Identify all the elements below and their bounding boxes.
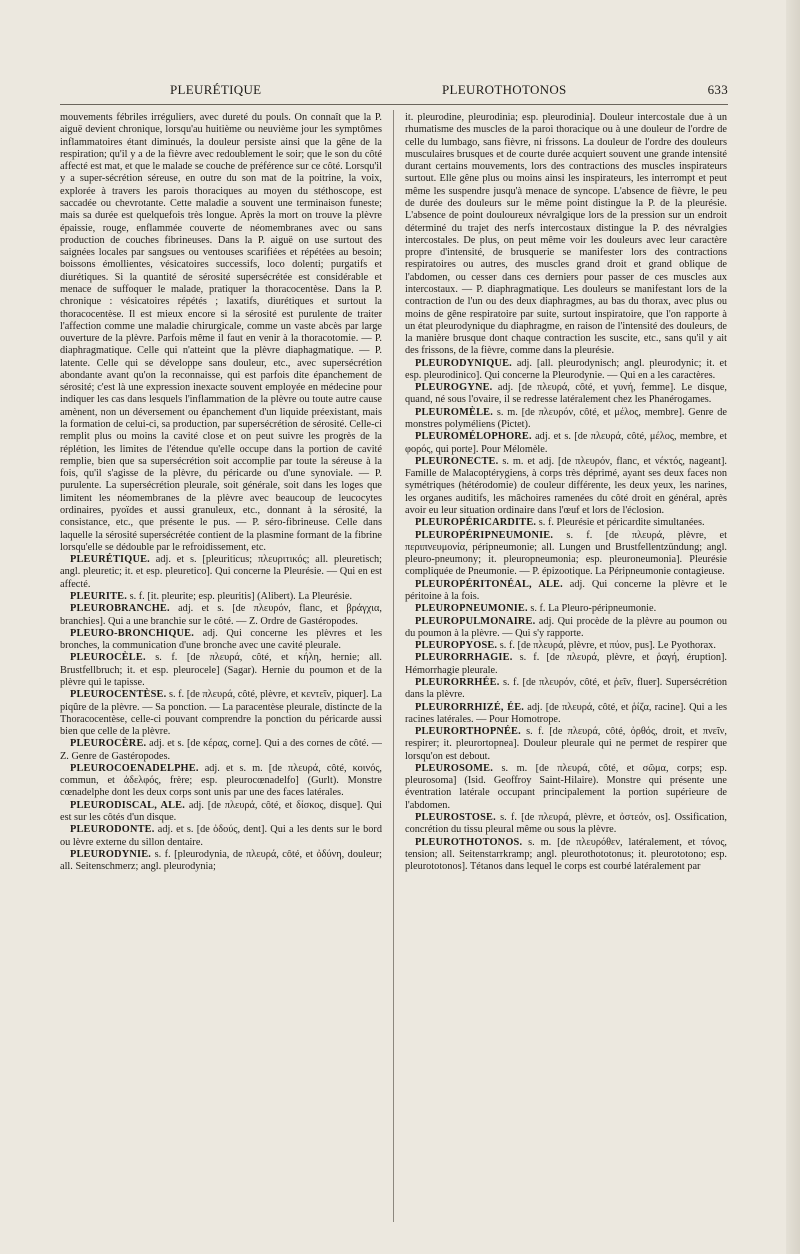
entry-text: adj. et s. [de κέρας, corne]. Qui a des cornes de côté. — Z. Genre de Gastéropodes. (60, 738, 382, 762)
entry-headword: PLEUROSTOSE. (415, 812, 496, 824)
entry-text: adj. et s. [de πλευρόν, flanc, et βράγχια, branchies]. Qui a une branchie sur le côté. — Z. Ordre de Gastéropodes. (60, 603, 382, 627)
entry-text: mouvements fébriles irréguliers, avec dureté du pouls. On connaît que la P. aiguë devient chronique, lorsqu'au huitième ou neuvième jour les symptômes inflammatoires étant diminués, la douleur persiste ainsi que la gêne de la respiration; qu'il y a de la fièvre avec redoublement le soir; que le son du côté affecté est mat, et que le malade se couche de préférence sur ce côté. Lorsqu'il y a super-sécrétion séreuse, en outre du son mat de la poitrine, la voix, explorée à travers les parois thoraciques au moyen du stéthoscope, est saccadée ou chevrotante. Cette maladie a souvent une terminaison funeste; mais sa durée est quelquefois très longue. Après la mort on trouve la plèvre épaissie, rouge, enflammée couverte de néomembranes avec ou sans production de couches fibrineuses. Dans la P. aiguë on use surtout des saignées locales par sangsues ou ventouses scarifiées et répétées au besoin; boissons émollientes, vésicatoires successifs, loco dolenti; purgatifs et diurétiques. Si la quantité de sérosité supersécrétée est considérable et menace de suffoquer le malade, pratiquer la thoracocentèse. Dans la P. chronique : vésicatoires répétés ; laxatifs, diurétiques et surtout la thoracocentèse. Il est mieux encore si la sérosité est purulente de traiter l'affection comme une maladie chirurgicale, comme un vaste abcès par large ouverture de la plèvre. Parfois même il faut en venir à la thoracotomie. — P. diaphragmatique. Celle qui n'atteint que la plèvre diaphagmatique. — P. latente. Celle qui se développe sans douleur, etc., avec supersécrétion abondante avant qu'on la reconnaisse, qui est parfois dite épanchement de sérosité; c'est là une expression inexacte souvent employée en médecine pour indiquer les cas dans lesquels l'inflammation de la plèvre ou toute autre cause amènent, non un déversement ou épanchement d'un liquide préexistant, mais la formation de celui-ci, sa production, par supersécrétion de sérosité. Celle-ci remplit plus ou moins la cavité close et on peut suivre les progrès de la réplétion, les limites de l'étendue qu'elle occupe dans la portion de cavité remplie, bien que sa supersécrétion soit accomplie par toute la séreuse à la fois, qu'il s'agisse de la plèvre, du péricarde ou d'une synoviale. — P. purulente. La supersécrétion pleurale, soit générale, soit dans les loges que limitent les néomembranes de la plèvre avec beaucoup de leucocytes ordinaires, pyoïdes et aussi granuleux, etc., donnant à la sérosité, la consistance, etc., que présente le pus. — P. séro-fibrineuse. Celle dans laquelle la sérosité supersécrétée contient de la plasmine formant de la fibrine lorsqu'elle se dédouble par le refroidissement, etc. (60, 112, 382, 553)
entry-text: s. f. [de πλευρά, plèvre, et περιπνευμονία, péripneumonie; all. Lungen und Brustfellentzündung; angl. pleuro-pneumony; it. pleuropneumonia; esp. pleuroneumonia]. Pleurésie compliquée de Pneumonie. — P. épizootique. La Péripneumonie contagieuse. (405, 529, 727, 578)
entry-headword: PLEUROCÈLE. (70, 652, 146, 664)
dictionary-entry (405, 456, 727, 517)
entry-text: adj. et s. m. [de πλευρά, côté, κοινός, commun, et ἀδελφός, frère; esp. pleurocœnadelfo] (Gurlt). Monstre cœnadelphe dont les deux corps sont unis par une des faces latérales. (60, 762, 382, 799)
entry-text: s. m. [de πλευρόθεν, latéralement, et τόνος, tension; all. Seitenstarrkramp; angl. pleurothototonus; it. pleurototono; esp. pleurototonos]. Tétanos dans lequel le corps est courbé latéralement par (405, 836, 727, 873)
column-divider (393, 110, 394, 1222)
dictionary-entry (405, 517, 727, 529)
entry-headword: PLEURODISCAL, ALE. (70, 799, 185, 811)
entry-headword: PLEUROCENTÈSE. (70, 689, 167, 701)
entry-headword: PLEUROTHOTONOS. (415, 836, 523, 848)
dictionary-entry (60, 824, 382, 849)
entry-text: adj. et s. [de ὀδούς, dent]. Qui a les dents sur le bord ou lèvre externe du sillon dentaire. (60, 824, 382, 848)
dictionary-entry (405, 837, 727, 874)
entry-text: s. f. La Pleuro-péripneumonie. (527, 603, 657, 615)
entry-text: s. f. [de πλευρά, plèvre, et ὀστεόν, os]. Ossification, concrétion du tissu pleural même ou sous la plèvre. (405, 812, 727, 836)
entry-text: adj. [de πλευρά, côté, et δίσκος, disque]. Qui est sur les côtés d'un disque. (60, 799, 382, 824)
dictionary-entry (60, 800, 382, 825)
dictionary-entry (60, 689, 382, 738)
page-edge-shadow (786, 0, 800, 1254)
entry-text: adj. Qui concerne la plèvre et le péritoine à la fois. (405, 578, 727, 602)
dictionary-entry (405, 431, 727, 456)
entry-text: adj. et s. [de πλευρά, côté, μέλος, membre, et φορός, qui porte]. Pour Mélomèle. (405, 431, 727, 455)
entry-text: s. m. [de πλευρά, côté, et σῶμα, corps; esp. pleurosoma] (Isid. Geoffroy Saint-Hilaire). Monstre qui présente une éventration latérale occupant principalement la portion supérieure de l'abdomen. (405, 762, 727, 811)
entry-headword: PLEURODYNIE. (70, 848, 152, 860)
dictionary-entry (405, 702, 727, 727)
running-header (60, 82, 728, 100)
entry-headword: PLEUROGYNE. (415, 382, 493, 394)
entry-headword: PLEURORRHAGIE. (415, 652, 513, 664)
entry-text: adj. [de πλευρά, côté, et ῥίζα, racine]. Qui a les racines latérales. — Pour Homotrope. (405, 701, 727, 725)
dictionary-entry (60, 738, 382, 763)
entry-text: s. f. Pleurésie et péricardite simultanées. (536, 517, 705, 529)
entry-headword: PLEUROPÉRIPNEUMONIE. (415, 529, 554, 541)
entry-text: s. f. [de πλευρά, côté, plèvre, et κεντεῖν, piquer]. La piqûre de la plèvre. — Sa ponction. — La paracentèse pleurale, distincte de la Thoracocentèse, celle-ci pouvant comprendre la ponction du péricarde aussi bien que celle de la plèvre. (60, 689, 382, 738)
dictionary-entry (405, 812, 727, 837)
entry-headword: PLEURORRHÉE. (415, 676, 500, 688)
entry-headword: PLEUROPNEUMONIE. (415, 603, 528, 615)
entry-text: s. f. [de πλευρά, côté, ὀρθός, droit, et πνεῖν, respirer; it. pleurortopnea]. Douleur pleurale qui ne permet de respirer que lorsqu'on est debout. (405, 726, 727, 762)
entry-headword: PLEUROPÉRICARDITE. (415, 517, 537, 529)
dictionary-entry (405, 603, 727, 615)
entry-headword: PLEUROBRANCHE. (70, 603, 170, 615)
entry-text: adj. Qui concerne les plèvres et les bronches, la communication d'une bronche avec une cavité pleurale. (60, 627, 382, 652)
entry-headword: PLEUROCOENADELPHE. (70, 762, 199, 774)
entry-headword: PLEURO-BRONCHIQUE. (70, 627, 195, 639)
entry-text: s. m. et adj. [de πλευρόν, flanc, et νέκτός, nageant]. Famille de Malacoptérygiens, à corps très déprimé, ayant ses deux faces non symétriques (hétérodomie) de couleur différente, les deux yeux, les narines, les organes auditifs, les mâchoires ramenées du côté droit en général, après avoir eu leur situation ordinaire dans l'œuf et lors de l'éclosion. (405, 455, 727, 516)
dictionary-entry (405, 640, 727, 652)
entry-headword: PLEURITE. (70, 590, 128, 602)
header-rule (60, 104, 728, 105)
entry-headword: PLEUROMÉLOPHORE. (415, 431, 532, 443)
entry-headword: PLEURODYNIQUE. (415, 357, 512, 369)
page-number: 633 (707, 82, 728, 97)
entry-text: s. f. [it. pleurite; esp. pleuritis] (Alibert). La Pleurésie. (127, 590, 353, 602)
right-column (405, 112, 727, 1222)
entry-headword: PLEURORRHIZÉ, ÉE. (415, 701, 525, 713)
dictionary-entry (405, 407, 727, 432)
dictionary-entry (405, 677, 727, 702)
entry-text: adj. et s. [pleuriticus; πλευριτικός; all. pleuretisch; angl. pleuretic; it. et esp. pleuretico]. Qui concerne la Pleurésie. — Qui en est affecté. (60, 554, 382, 590)
entry-headword: PLEUROMÈLE. (415, 406, 494, 418)
entry-headword: PLEUROSOME. (415, 762, 494, 774)
header-left-guideword: PLEURÉTIQUE (170, 82, 262, 97)
entry-text: adj. Qui procède de la plèvre au poumon ou du poumon à la plèvre. — Qui s'y rapporte. (405, 615, 727, 639)
entry-text: s. f. [de πλευρά, plèvre, et πύον, pus]. Le Pyothorax. (497, 640, 716, 652)
dictionary-entry (60, 849, 382, 874)
entry-headword: PLEUROPYOSE. (415, 640, 498, 652)
entry-text: s. f. [de πλευρά, côté, et κήλη, hernie; all. Brustfellbruch; it. et esp. pleurocele] (Sagar). Hernie du poumon et de la plèvre qui le tapisse. (60, 652, 382, 688)
dictionary-entry (60, 628, 382, 653)
dictionary-entry (405, 652, 727, 677)
dictionary-entry (60, 763, 382, 800)
entry-text: adj. [all. pleurodynisch; angl. pleurodynic; it. et esp. pleurodinico]. Qui concerne la Pleurodynie. — Qui en a les caractères. (405, 357, 727, 381)
entry-headword: PLEUROPULMONAIRE. (415, 615, 536, 627)
entry-headword: PLEURORTHOPNÉE. (415, 726, 521, 738)
dictionary-entry (60, 652, 382, 689)
header-right-guideword: PLEUROTHOTONOS (442, 82, 567, 97)
dictionary-entry (405, 726, 727, 763)
entry-headword: PLEUROPÉRITONÉAL, ALE. (415, 578, 563, 590)
dictionary-entry (60, 591, 382, 603)
entry-text: adj. [de πλευρά, côté, et γυνή, femme]. Le disque, quand, né sous l'ovaire, il se redresse latéralement chez les Phanérogames. (405, 382, 727, 406)
entry-text: s. m. [de πλευρόν, côté, et μέλος, membre]. Genre de monstres polyméliens (Pictet). (405, 406, 727, 431)
entry-headword: PLEURONECTE. (415, 455, 499, 467)
entry-text: s. f. [pleurodynia, de πλευρά, côté, et ὀδύνη, douleur; all. Seitenschmerz; angl. pleurodynia; (60, 848, 382, 873)
dictionary-entry (405, 530, 727, 579)
dictionary-entry (60, 554, 382, 591)
entry-headword: PLEUROCÈRE. (70, 738, 147, 750)
entry-text: s. f. [de πλευρόν, côté, et ῥεῖν, fluer]. Supersécrétion dans la plèvre. (405, 676, 727, 701)
dictionary-entry (405, 358, 727, 383)
dictionary-entry (405, 382, 727, 407)
left-column (60, 112, 382, 1222)
entry-text: it. pleurodine, pleurodinia; esp. pleurodinia]. Douleur intercostale due à un rhumatisme des muscles de la paroi thoracique ou à une douleur de l'ordre de celle du lumbago, sans fièvre, ni frissons. La douleur de l'ordre des douleurs musculaires brusques et de courte durée acquiert souvent une grande intensité durant certains mouvements, lors des contractions des muscles inspirateurs surtout. Elle gêne plus ou moins ainsi les inspirateurs, les interrompt et peut même les suspendre jusqu'à menace de syncope. L'absence de fièvre, le peu de durée des douleurs sur le même point distingue la P. de la pleurésie. L'absence de point douloureux névralgique lors de la pression sur un endroit déterminé du trajet des nerfs intercostaux distingue la P. des névralgies intercostales. De plus, on peut même voir les douleurs avec leur caractère propre d'intensité, de brusquerie se manifester lors des contractions respiratoires ou autres, des muscles grand droit et grand oblique de l'abdomen, ou cesser dans ces derniers pour passer de ces muscles aux intercostaux. — P. diaphragmatique. Les douleurs se manifestant lors de la contraction de l'un ou des deux diaphragmes, au bas du thorax, avec plus ou moins de gêne respiratoire par suite, surtout inspiratoire, que l'on rapporte à un état pleurodynique du diaphragme, en raison de l'intensité des douleurs, de la manière brusque dont chaque contraction les suscite, etc., sans qu'il y ait des frissons, de la fièvre, comme dans la pleurésie. (405, 112, 727, 357)
dictionary-entry (60, 603, 382, 628)
entry-continuation (405, 112, 727, 358)
entry-continuation (60, 112, 382, 554)
dictionary-entry (405, 579, 727, 604)
entry-headword: PLEURÉTIQUE. (70, 554, 150, 566)
entry-headword: PLEURODONTE. (70, 824, 155, 836)
dictionary-entry (405, 616, 727, 641)
entry-text: s. f. [de πλευρά, plèvre, et ῥαγή, éruption]. Hémorrhagie pleurale. (405, 652, 727, 676)
dictionary-entry (405, 763, 727, 812)
